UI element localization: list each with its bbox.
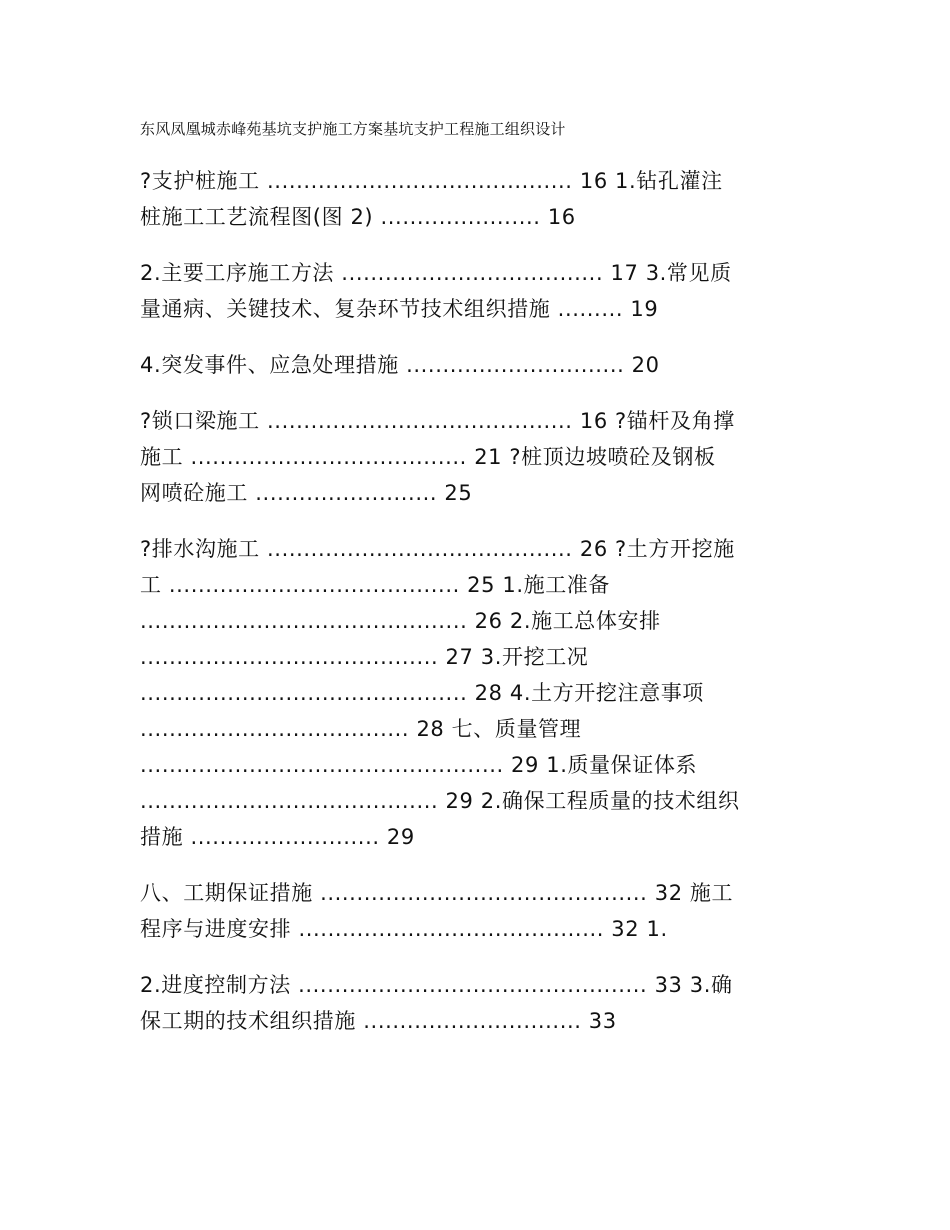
toc-line: 桩施工工艺流程图(图 2) ...................... 16 (140, 205, 576, 229)
toc-line: 程序与进度安排 .......................................... 32 1. (140, 917, 668, 941)
toc-line: ......................................... 29 2.确保工程质量的技术组织 (140, 789, 740, 813)
toc-paragraph-5 (140, 531, 820, 855)
toc-line: 4.突发事件、应急处理措施 .............................. 20 (140, 353, 660, 377)
toc-line: ............................................. 26 2.施工总体安排 (140, 609, 661, 633)
toc-line: ......................................... 27 3.开挖工况 (140, 645, 589, 669)
document-header-title: 东风凤凰城赤峰苑基坑支护施工方案基坑支护工程施工组织设计 (140, 120, 566, 138)
toc-line: 八、工期保证措施 ............................................. 32 施工 (140, 881, 734, 905)
toc-line: ..................................... 28 七、质量管理 (140, 717, 582, 741)
table-of-contents (140, 163, 820, 1059)
toc-line: 量通病、关键技术、复杂环节技术组织措施 ......... 19 (140, 297, 659, 321)
toc-line: ............................................. 28 4.土方开挖注意事项 (140, 681, 704, 705)
toc-line: 保工期的技术组织措施 .............................. 33 (140, 1009, 617, 1033)
toc-paragraph-3 (140, 347, 820, 383)
toc-line: ?锁口梁施工 .......................................... 16 ?锚杆及角撑 (140, 409, 735, 433)
toc-line: 工 ........................................ 25 1.施工准备 (140, 573, 610, 597)
toc-line: 2.主要工序施工方法 .................................... 17 3.常见质 (140, 261, 732, 285)
toc-paragraph-7 (140, 967, 820, 1039)
toc-line: 施工 ...................................... 21 ?桩顶边坡喷砼及钢板 (140, 445, 716, 469)
toc-line: ?排水沟施工 .......................................... 26 ?土方开挖施 (140, 537, 735, 561)
toc-line: 措施 .......................... 29 (140, 825, 415, 849)
toc-line: 2.进度控制方法 ................................................ 33 3.确 (140, 973, 733, 997)
toc-paragraph-1 (140, 163, 820, 235)
toc-line: .................................................. 29 1.质量保证体系 (140, 753, 698, 777)
toc-line: 网喷砼施工 ......................... 25 (140, 481, 473, 505)
toc-line: ?支护桩施工 .......................................... 16 1.钻孔灌注 (140, 169, 723, 193)
toc-paragraph-2 (140, 255, 820, 327)
toc-paragraph-4 (140, 403, 820, 511)
toc-paragraph-6 (140, 875, 820, 947)
